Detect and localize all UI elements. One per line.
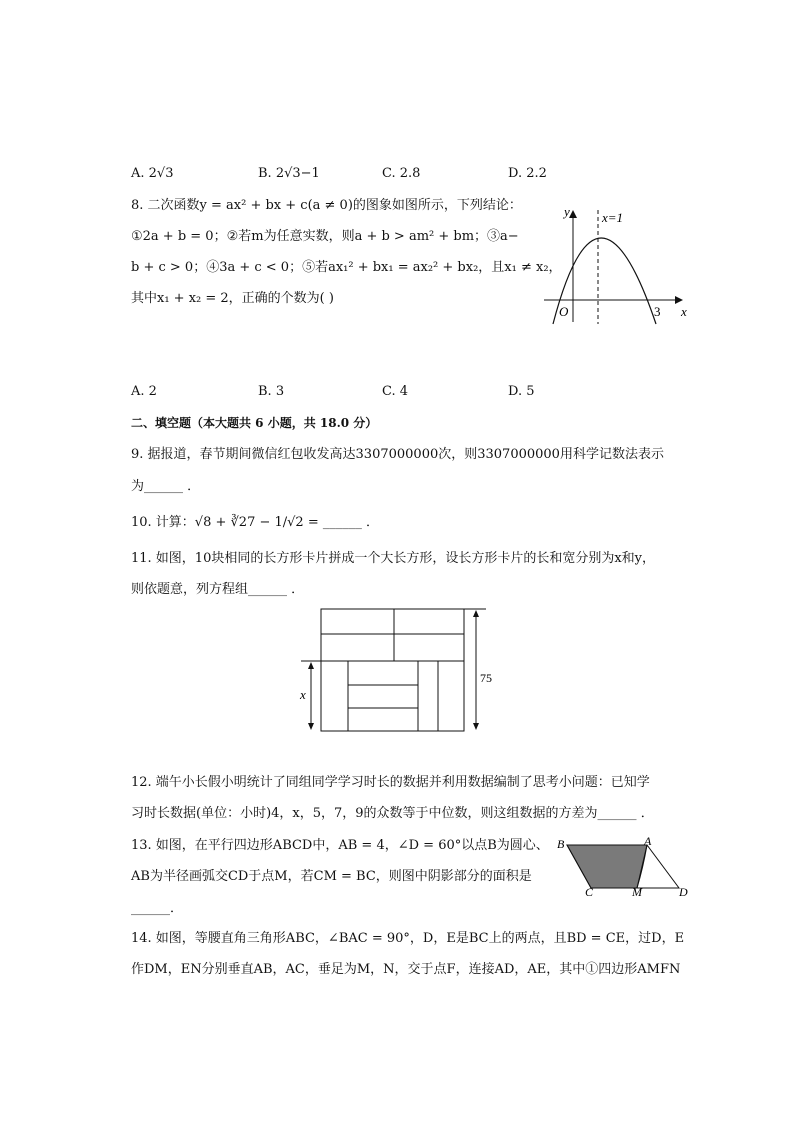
- q8-line-2: ①2a + b = 0；②若m为任意实数，则a + b > am² + bm；③a−: [131, 229, 519, 244]
- q8-line-4: 其中x₁ + x₂ = 2，正确的个数为( ): [131, 291, 334, 306]
- q13-line-1: 13. 如图，在平行四边形ABCD中，AB = 4，∠D = 60°以点B为圆心、: [131, 838, 549, 853]
- q14-line-1: 14. 如图，等腰直角三角形ABC，∠BAC = 90°，D，E是BC上的两点，且BD = CE，过D，E: [131, 931, 685, 946]
- q13-label-a: A: [644, 836, 652, 848]
- q9-line-1: 9. 据报道，春节期间微信红包收发高达3307000000次，则3307000000用科学记数法表示: [131, 447, 664, 462]
- q13-line-3: ______．: [131, 901, 184, 916]
- q8-y-label: y: [564, 204, 570, 219]
- q11-x-label: x: [300, 687, 306, 702]
- q11-rectangle-figure: [296, 606, 496, 736]
- q7-option-a: A. 2√3: [131, 166, 174, 181]
- q8-line-3: b + c > 0；④3a + c < 0；⑤若ax₁² + bx₁ = ax₂² + bx₂，且x₁ ≠ x₂，: [131, 260, 562, 275]
- q8-option-c: C. 4: [382, 384, 409, 399]
- q13-label-m: M: [632, 885, 642, 898]
- q12-line-1: 12. 端午小长假小明统计了同组同学学习时长的数据并利用数据编制了思考小问题：已知学: [131, 775, 650, 790]
- q7-option-b: B. 2√3−1: [258, 166, 320, 181]
- q13-line-2: AB为半径画弧交CD于点M，若CM = BC，则图中阴影部分的面积是: [131, 869, 532, 884]
- q13-label-b: B: [557, 837, 565, 851]
- q7-option-c: C. 2.8: [382, 166, 421, 181]
- q9-line-2: 为______ ．: [131, 479, 201, 494]
- q8-option-a: A. 2: [131, 384, 157, 399]
- q13-label-c: C: [585, 885, 594, 898]
- q8-line-1: 8. 二次函数y = ax² + bx + c(a ≠ 0)的图象如图所示，下列结论：: [131, 198, 522, 213]
- q11-line-1: 11. 如图，10块相同的长方形卡片拼成一个大长方形，设长方形卡片的长和宽分别为x和y，: [131, 551, 656, 566]
- q7-option-d: D. 2.2: [508, 166, 547, 181]
- q8-axis-label: x=1: [602, 210, 624, 225]
- q8-x-label: x: [681, 304, 687, 319]
- q8-option-d: D. 5: [508, 384, 535, 399]
- q10-line: 10. 计算：√8 + ∛27 − 1/√2 = ______ ．: [131, 515, 379, 530]
- q13-parallelogram-figure: [555, 836, 695, 898]
- q8-option-b: B. 3: [258, 384, 285, 399]
- q11-line-2: 则依题意，列方程组______ ．: [131, 582, 305, 597]
- q8-root-label: 3: [654, 304, 661, 319]
- q8-parabola-graph: [540, 200, 690, 325]
- section-2-title: 二、填空题（本大题共 6 小题，共 18.0 分）: [131, 416, 378, 430]
- q13-label-d: D: [679, 885, 688, 898]
- q12-line-2: 习时长数据(单位：小时)4，x，5，7，9的众数等于中位数，则这组数据的方差为______ ．: [131, 806, 654, 821]
- q14-line-2: 作DM，EN分别垂直AB，AC，垂足为M，N，交于点F，连接AD，AE，其中①四边形AMFN: [131, 962, 681, 977]
- q11-height-label: 75: [480, 671, 492, 685]
- q8-origin-label: O: [559, 304, 569, 319]
